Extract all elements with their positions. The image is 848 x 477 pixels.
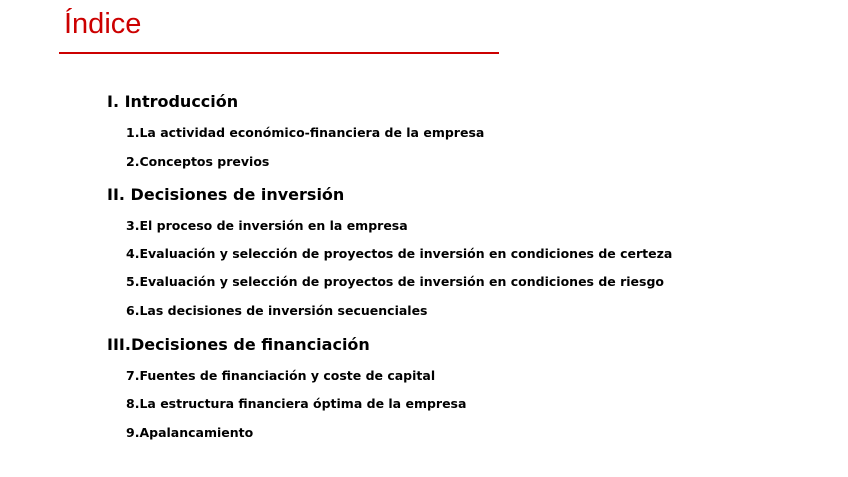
topic-item-8: 8.La estructura financiera óptima de la empresa xyxy=(126,396,467,411)
section-heading-inversion: II. Decisiones de inversión xyxy=(107,185,345,204)
topic-item-4: 4.Evaluación y selección de proyectos de inversión en condiciones de certeza xyxy=(126,246,673,261)
topic-item-2: 2.Conceptos previos xyxy=(126,154,270,169)
topic-item-7: 7.Fuentes de financiación y coste de capital xyxy=(126,368,436,383)
topic-item-3: 3.El proceso de inversión en la empresa xyxy=(126,218,408,233)
topic-item-5: 5.Evaluación y selección de proyectos de inversión en condiciones de riesgo xyxy=(126,274,665,289)
section-heading-financiacion: III.Decisiones de financiación xyxy=(107,335,370,354)
topic-item-9: 9.Apalancamiento xyxy=(126,425,254,440)
section-heading-introduccion: I. Introducción xyxy=(107,92,239,111)
topic-item-1: 1.La actividad económico-financiera de la empresa xyxy=(126,125,485,140)
topic-item-6: 6.Las decisiones de inversión secuenciales xyxy=(126,303,428,318)
page-title: Índice xyxy=(64,8,142,40)
